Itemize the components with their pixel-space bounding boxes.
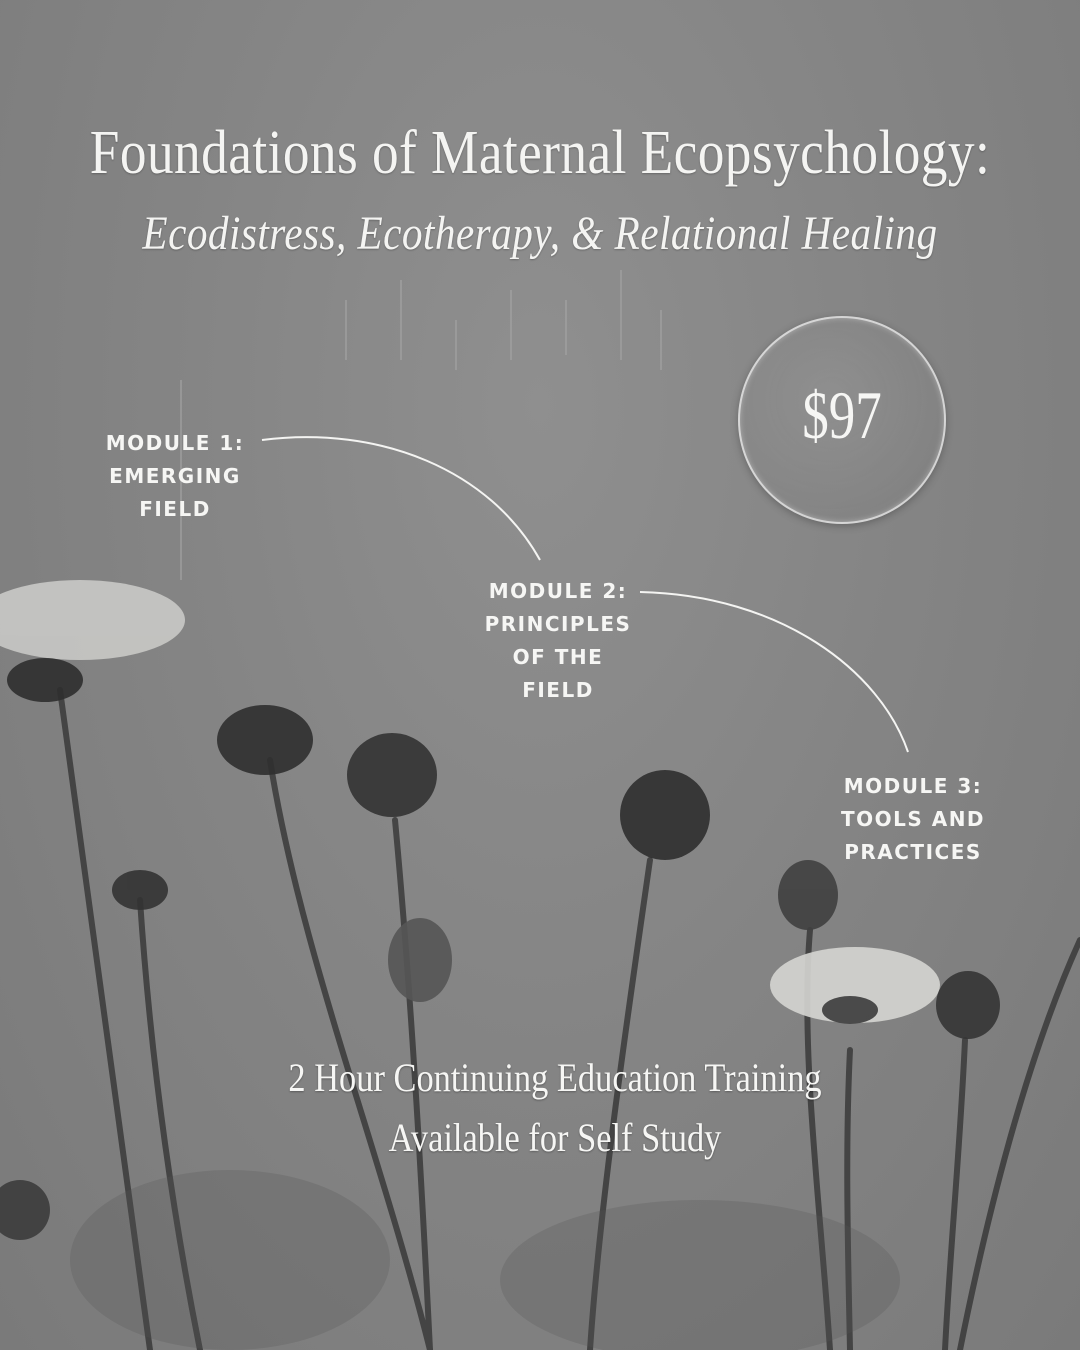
- module-3-label: [828, 770, 998, 869]
- connector-2-to-3: [640, 592, 908, 752]
- module-2-line: MODULE 2:: [488, 579, 628, 603]
- module-2-line: PRINCIPLES: [484, 612, 632, 636]
- availability-text: Available for Self Study: [388, 1115, 722, 1160]
- connector-1-to-2: [262, 437, 540, 560]
- module-2-line: OF THE: [512, 645, 604, 669]
- module-1-label: [90, 427, 260, 526]
- module-3-line: TOOLS AND: [840, 807, 986, 831]
- course-title: Foundations of Maternal Ecopsychology:: [89, 119, 991, 187]
- course-subtitle: Ecodistress, Ecotherapy, & Relational Healing: [142, 207, 938, 260]
- module-3-line: MODULE 3:: [843, 774, 983, 798]
- module-2-line: FIELD: [522, 678, 594, 702]
- module-3-line: PRACTICES: [844, 840, 982, 864]
- module-1-line: MODULE 1:: [105, 431, 245, 455]
- module-1-line: FIELD: [139, 497, 211, 521]
- module-2-label: [468, 575, 648, 707]
- training-duration-text: 2 Hour Continuing Education Training: [288, 1055, 822, 1100]
- module-1-line: EMERGING: [109, 464, 241, 488]
- price-label: $97: [802, 377, 882, 453]
